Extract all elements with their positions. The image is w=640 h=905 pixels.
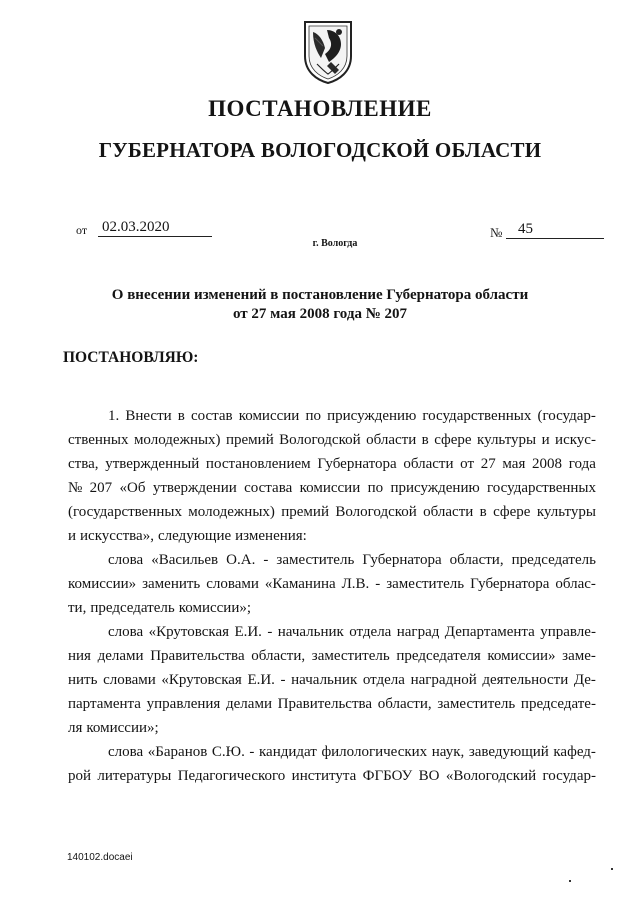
body-line: № 207 «Об утверждении состава комиссии по присуждению государственных	[68, 480, 596, 496]
subject-line: О внесении изменений в постановление Губернатора области	[111, 287, 529, 303]
decree-label: ПОСТАНОВЛЯЮ:	[63, 349, 199, 366]
document-body	[68, 404, 596, 788]
scan-dot	[611, 868, 613, 870]
body-line: слова «Баранов С.Ю. - кандидат филологических наук, заведующий кафед-	[108, 744, 596, 760]
scan-dot	[569, 880, 571, 882]
body-line: (государственных молодежных) премий Вологодской области в сфере культуры	[68, 504, 596, 520]
body-line: слова «Васильев О.А. - заместитель Губернатора области, председатель	[108, 552, 596, 568]
body-line: ля комиссии»;	[68, 720, 159, 736]
body-line: ния делами Правительства области, заместитель председателя комиссии» заме-	[68, 648, 596, 664]
body-line: комиссии» заменить словами «Каманина Л.В. - заместитель Губернатора облас-	[68, 576, 596, 592]
document-date: 02.03.2020	[98, 219, 212, 237]
footer-file-code: 140102.docaei	[67, 852, 133, 863]
body-line: рой литературы Педагогического института ФГБОУ ВО «Вологодский государ-	[68, 768, 596, 784]
document-title: ПОСТАНОВЛЕНИЕ	[208, 96, 432, 121]
body-line: нить словами «Крутовская Е.И. - начальник отдела наградной деятельности Де-	[68, 672, 596, 688]
body-line: ства, утвержденный постановлением Губернатора области от 27 мая 2008 года	[68, 456, 596, 472]
document-subtitle: ГУБЕРНАТОРА ВОЛОГОДСКОЙ ОБЛАСТИ	[98, 138, 542, 162]
body-line: и искусства», следующие изменения:	[68, 528, 307, 544]
number-prefix: №	[490, 225, 503, 240]
body-line: ти, председатель комиссии»;	[68, 600, 252, 616]
date-prefix: от	[76, 223, 88, 237]
body-line: партамента управления делами Правительства области, заместитель председате-	[68, 696, 596, 712]
city-label: г. Вологда	[312, 238, 358, 249]
subject-line: от 27 мая 2008 года № 207	[232, 306, 408, 322]
body-line: слова «Крутовская Е.И. - начальник отдела наград Департамента управле-	[108, 624, 596, 640]
subject-heading	[80, 286, 560, 324]
coat-of-arms-emblem	[301, 18, 355, 84]
body-line: ственных молодежных) премий Вологодской области в сфере культуры и искус-	[68, 432, 596, 448]
document-number: 45	[506, 221, 604, 239]
body-line: 1. Внести в состав комиссии по присуждению государственных (государ-	[108, 408, 596, 424]
